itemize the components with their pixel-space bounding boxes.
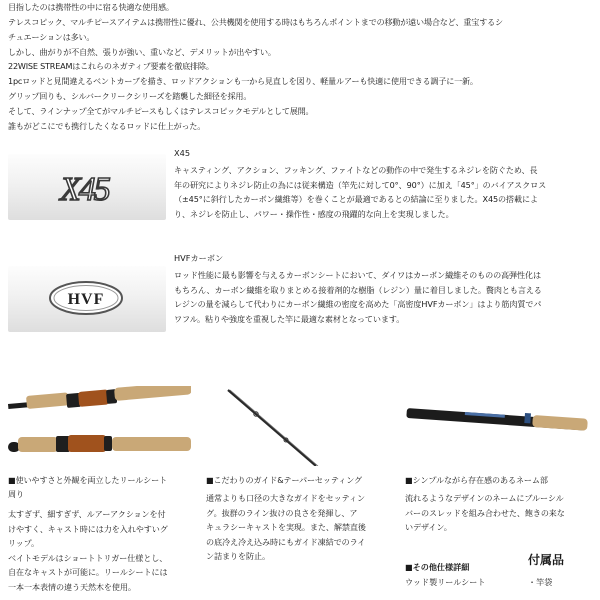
desc-line: 通常よりも口径の大きなガイドをセッティン [206, 493, 365, 503]
reel-seat-description [8, 507, 168, 595]
x45-logo [8, 154, 166, 220]
intro-line: そして、ラインナップ全てがマルチピースもしくはテレスコピックモデルとして展開。 [8, 105, 314, 116]
name-section-photo [405, 386, 588, 466]
guide-taper-description [206, 491, 366, 564]
desc-line: グ。抜群のライン抜けの良さを発揮し、ア [206, 507, 358, 518]
desc-line: 流れるようなデザインのネームにブルーシル [405, 493, 564, 503]
reel-seat-caption [8, 474, 167, 501]
desc-line: けやすく、キャスト時には力を入れやすいグ [8, 523, 168, 534]
intro-line: チュエーションは多い。 [8, 31, 95, 42]
other-specs-label: ■その他仕様詳細 [405, 562, 470, 572]
intro-line: 1pcロッドと見間違えるベントカーブを描き、ロッドアクションも一から見直しを図り、軽量ルアーも快適に使用できる調子に一新。 [8, 76, 478, 87]
hvf-logo-text: HVF [67, 291, 105, 308]
desc-line: いデザイン。 [405, 522, 452, 533]
hvf-description [174, 268, 594, 326]
guide-taper-caption [206, 474, 362, 488]
hvf-logo-graphic [8, 266, 166, 332]
hvf-line: ワフル。粘りや強度を重視した竿に最適な素材となっています。 [174, 313, 405, 324]
x45-line: （±45°に斜行したカーボン繊維等）を巻くことが最適であるとの結論に至りました。X45の搭載によ [174, 194, 539, 205]
intro-line: テレスコピック、マルチピースアイテムは携帯性に優れ、公共機関を使用する時はもちろんポイントまでの移動が遠い場合など、重宝するシ [8, 16, 503, 27]
x45-line: り、ネジレを防止し、パワー・操作性・感度の飛躍的な向上を実現しました。 [174, 208, 454, 219]
desc-line: バーのスレッドを組み合わせた、飽きの来な [405, 507, 565, 518]
desc-line: 自在なキャストが可能に。リールシートには [8, 567, 168, 578]
desc-line: 太すぎず、細すぎず、ルアーアクションを付 [8, 509, 166, 519]
x45-line: 年の研究によりネジレ防止の為には従来構造（竿先に対して0°、90°）に加え「45°」のバイアスクロス [174, 179, 547, 190]
hvf-line: レジンの量を減らして代わりにカーボン繊維の密度を高めた「高密度HVFカーボン」はより筋肉質でパ [174, 299, 542, 310]
intro-text [8, 0, 596, 134]
intro-line: 誰もがどこにでも携行したくなるロッドに仕上がった。 [8, 120, 206, 131]
accessories-item: ・竿袋 [528, 577, 553, 587]
other-specs-value: ウッド製リールシート [405, 577, 486, 587]
reel-seat-photo [8, 386, 191, 466]
x45-line: キャスティング、アクション、フッキング、ファイトなどの動作の中で発生するネジレを防ぐため、長 [174, 165, 538, 175]
caption-line: ■シンプルながら存在感のあるネーム部 [405, 475, 548, 485]
name-section-description [405, 491, 565, 535]
hvf-logo [8, 266, 166, 332]
caption-line: ■こだわりのガイド&テーパーセッティング [206, 475, 363, 485]
x45-logo-graphic [8, 154, 166, 220]
desc-line: 一本一本表情の違う天然木を使用。 [8, 581, 136, 592]
desc-line: キュラシーキャストを実現。また、解禁直後 [206, 522, 366, 533]
desc-line: ン詰まりを防止。 [206, 551, 270, 562]
x45-logo-x: X45 [60, 171, 109, 208]
intro-line: しかし、曲がりが不自然、張りが強い、重いなど、デメリットが出やすい。 [8, 46, 276, 57]
hvf-title: HVFカーボン [174, 253, 224, 263]
desc-line: ベイトモデルはショートトリガー仕様とし、 [8, 552, 168, 563]
hvf-line: ロッド性能に最も影響を与えるカーボンシートにおいて、ダイワはカーボン繊維そのものの高弾性化は [174, 270, 542, 280]
intro-line: 目指したのは携帯性の中に宿る快適な使用感。 [8, 2, 174, 12]
hvf-line: もちろん、カーボン繊維を取りまとめる接着剤的な樹脂（レジン）量に着目しました。贅肉とも言える [174, 284, 542, 295]
accessories-title: 付属品 [528, 553, 565, 567]
name-section-caption [405, 474, 548, 488]
desc-line: リップ。 [8, 538, 40, 549]
guide-taper-photo [206, 386, 389, 466]
x45-description [174, 163, 594, 221]
desc-line: の底冷え冷え込み時にもガイド凍結でのライ [206, 536, 366, 547]
x45-title: X45 [174, 148, 191, 158]
intro-line: 22WISE STREAMはこれらのネガティブ要素を徹底排除。 [8, 61, 214, 72]
intro-line: グリップ回りも、シルバークリークシリーズを踏襲した細径を採用。 [8, 91, 252, 102]
caption-line: ■使いやすさと外観を両立したリールシート [8, 475, 168, 485]
caption-line: 周り [8, 488, 24, 499]
